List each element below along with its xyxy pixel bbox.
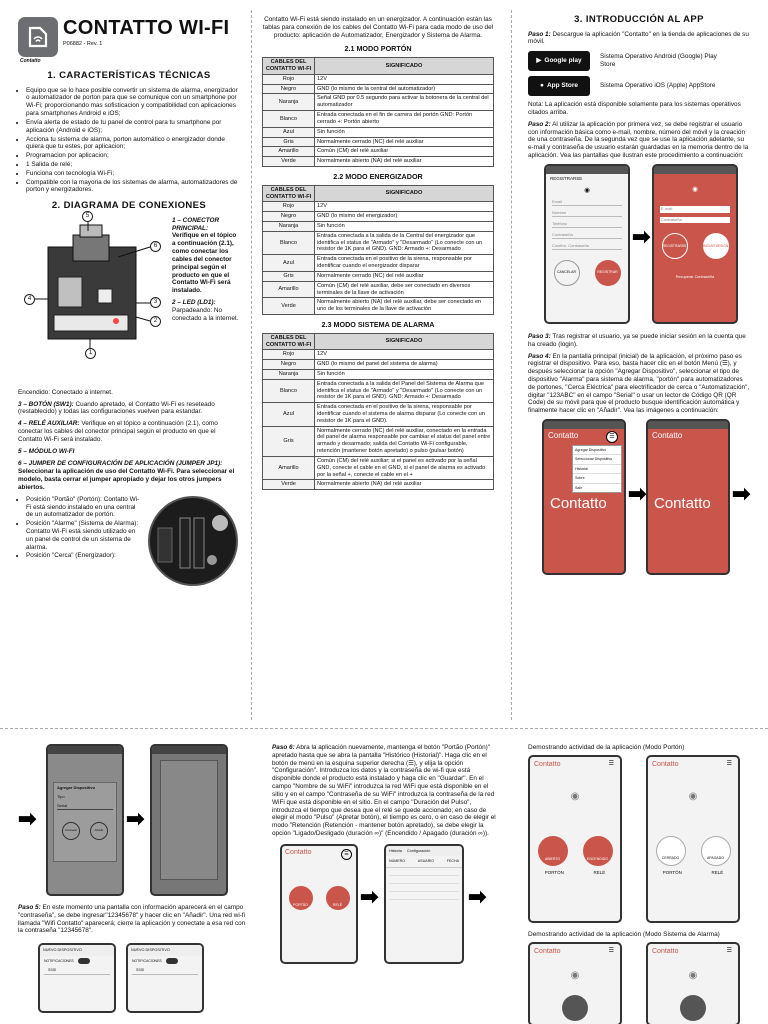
demo1-title: Demostrando actividad de la aplicación (Modo Portón) (528, 744, 685, 751)
column-divider (511, 10, 512, 720)
callout-2: 2 (150, 316, 161, 327)
table-row (263, 298, 494, 315)
col-fecha: FECHA (446, 859, 459, 864)
table-row (263, 360, 494, 370)
google-play-label: Google play (544, 57, 582, 65)
caption-rele: RELÉ (711, 869, 724, 875)
arrow-right-icon: ➡ (628, 481, 647, 507)
new-device-phone (38, 943, 116, 1013)
item2-body2: Encendido: Conectado a internet. (18, 388, 113, 396)
table-row (263, 480, 494, 490)
login-email-field[interactable]: E-mail (660, 206, 730, 213)
table-row (263, 127, 494, 137)
nota-text: Nota: La aplicación está disponible solamente para los sistemas operativos citados arriba. (528, 101, 741, 117)
table-row (263, 94, 494, 111)
name-field[interactable]: Nombre (552, 211, 622, 217)
col-numero: NÚMERO (389, 859, 405, 864)
meaning-cell: Normalmente abierto (NA) del relé auxiliar (315, 480, 494, 490)
google-play-badge[interactable] (528, 51, 590, 71)
phone-field[interactable]: Teléfono (552, 222, 622, 228)
cable-cell: Gris (263, 426, 315, 456)
tipo-label: Tipo (57, 793, 65, 799)
cancel-button[interactable]: CANCELAR (554, 260, 580, 286)
notifications-toggle[interactable] (166, 958, 178, 964)
arrow-right-icon: ➡ (632, 223, 651, 249)
relay-on-button[interactable] (583, 836, 613, 866)
contatto-logo-icon (18, 17, 58, 57)
new-device-title: NUEVO DISPOSITIVO (40, 945, 114, 956)
meaning-cell: Sin función (315, 369, 494, 379)
serial-field[interactable]: Serial (57, 804, 113, 810)
arrow-right-icon: ➡ (468, 883, 487, 909)
jumper-item: • Posición "Cerca" (Energizador): (26, 552, 140, 560)
notifications-toggle[interactable] (78, 958, 90, 964)
dialog-cancel-button[interactable]: Cancelar (62, 822, 80, 840)
features-list (18, 87, 240, 195)
play-icon: ▶ (536, 57, 542, 65)
paso6-label: Paso 6: (272, 744, 295, 751)
app-brand: Contatto (548, 431, 579, 441)
jumper-photo (148, 496, 238, 586)
item1-head: 1 – CONECTOR PRINCIPAL: (172, 216, 220, 232)
history-phone (384, 844, 464, 964)
cable-cell: Naranja (263, 369, 315, 379)
caption-porton: PORTÓN (662, 869, 682, 875)
cable-cell: Gris (263, 137, 315, 147)
th-significado: SIGNIFICADO (315, 333, 494, 350)
arrow-right-icon: ➡ (18, 806, 37, 831)
bottom-col-1 (18, 744, 250, 999)
table-row (263, 271, 494, 281)
android-store-row (528, 51, 750, 71)
column-2 (262, 0, 494, 490)
recover-password-link[interactable]: Recuperar Contraseña (675, 275, 715, 280)
rele-button[interactable] (326, 886, 350, 910)
demo2-title: Demostrando actividad de la aplicación (Modo Sistema de Alarma) (528, 930, 720, 938)
apple-icon: ● (540, 82, 544, 90)
menu-icon[interactable]: ☰ (606, 431, 618, 443)
cable-cell: Negro (263, 84, 315, 94)
dropdown-menu (572, 445, 622, 493)
cable-cell: Verde (263, 157, 315, 167)
th-cables: CABLES DEL CONTATTO WI-FI (263, 58, 315, 75)
contatto-mini-icon: ◉ (688, 970, 698, 982)
meaning-cell: Señal GND por 0.5 segundo para activar la botonera de la central del automatizador (315, 94, 494, 111)
contatto-mini-icon: ◉ (688, 791, 698, 803)
table-row (263, 137, 494, 147)
app-brand: Contatto (652, 760, 679, 768)
notifications-label: NOTIFICACIONES (132, 958, 162, 963)
table-row (263, 74, 494, 84)
ios-text: Sistema Operativo iOS (Apple) AppStore (600, 82, 716, 90)
paso4-text: En la pantalla principal (inicial) de la aplicación, el próximo paso es registrar el dispositivo. Para eso, basta hacer clic en el botón Menú (☰), y después seleccionar la opción "Agregar Dispositivo", seleccionar el tipo de dispositivo "Alarma" para sistema de alarma, "portón" para automatizadores de portones, "Cerca Eléctrica" para electrificador de cerca o "Automatización", digitar "123ABC" en el campo "Serial" o usar un lector de Código QR (QR Code) de su móvil para que el producto busque identificación automática y finalmente hacer clic en "Añadir". Vea las imágenes a continuación: (528, 352, 750, 415)
item6-head: 6 – JUMPER DE CONFIGURACIÓN DE APLICACIÓN (JUMPER JP1): (18, 459, 223, 467)
meaning-cell: Común (CM) del relé auxiliar (315, 147, 494, 157)
demo1-phone-open (528, 755, 622, 923)
callout-4: 4 (24, 294, 35, 305)
cable-cell: Azul (263, 127, 315, 137)
column-3 (528, 0, 750, 579)
paso5-text: En este momento una pantalla con información aparecerá en el campo "contraseña", se debe ingresar"12345678" y hacer clic en "Añadir". Una red wi-fi llamada "Wifi Contatto" aparecerá; cierre la aplicación y conectate a esa red con la contraseña "12345678". (18, 904, 246, 935)
cable-cell: Verde (263, 298, 315, 315)
cable-cell: Negro (263, 212, 315, 222)
item6-body: Seleccionar la aplicación de uso del Contatto Wi-Fi. Para seleccionar el modelo, basta cerrar el jumper apropiado y dejar los otros jumpers abiertos. (18, 468, 235, 491)
section-2-title: 2. DIAGRAMA DE CONEXIONES (51, 200, 207, 212)
feature-item: • Equipo que se lo hace posible convertir un sistema de alarma, energizador o automatizador de porton para que se comunique con un smartphone por Wi-Fi; proporcionando mas sofisticacion y compatibilidad con aplicaciones para smartphones Android e iOS; (26, 87, 240, 118)
new-device-screens (18, 939, 250, 999)
relay-state-label: ENCENDIDO (586, 857, 608, 862)
callout-6: 6 (150, 241, 161, 252)
meaning-cell: GND (lo mismo de la central del automatizador) (315, 84, 494, 94)
table1-title: 2.1 MODO PORTÓN (344, 44, 412, 54)
arrow-right-icon: ➡ (360, 883, 379, 909)
column-divider (251, 10, 252, 720)
paso2-text: Al utilizar la aplicación por primera vez, se debe registrar el usuario con información básica como e-mail, nombre, número del móvil y la creación de una contraseña. De la segunda vez que se use la aplicación adelante, su e-mail y contraseña de usuario estarán guardadas en la memoria dentro de la aplicación. Vea las pantallas que ilustran este procedimiento a continuación: (528, 120, 749, 160)
meaning-cell: Entrada conectada en el positivo de la sirena, responsable por identificar cuando el sistema de alarma disparar (Lo conecte con un resistor de 1K para el GND). (315, 403, 494, 426)
bottom-col-3 (528, 744, 750, 1022)
bottom-col-2 (272, 744, 496, 964)
gate-closed-button[interactable] (656, 836, 686, 866)
login-phone (652, 164, 738, 324)
alarm-button[interactable] (680, 995, 706, 1021)
register-screens (528, 164, 750, 328)
dialog-title: Agregar Dispositivo (57, 785, 96, 790)
arrow-right-icon: ➡ (126, 806, 145, 831)
table-row (263, 222, 494, 232)
register-button[interactable]: REGISTRAR (595, 260, 621, 286)
demo2-screens (528, 942, 750, 1022)
cable-cell: Blanco (263, 111, 315, 128)
page-divider (0, 728, 768, 729)
device-list-phone (150, 744, 228, 896)
cable-cell: Gris (263, 271, 315, 281)
item3-body: Cuando apretado, el Contatto Wi-Fi es reseteado (restablecido) y todas las configuraciones vuelven para estandar. (18, 400, 215, 416)
jumper-item: • Posición "Alarme" (Sistema de Alarma): Contatto Wi-Fi está siendo utilizado en un panel de control de un sistema de alarma. (26, 520, 140, 551)
th-cables: CABLES DEL CONTATTO WI-FI (263, 333, 315, 350)
demo1-screens (528, 755, 750, 925)
feature-item: • 1 Salida de relé; (26, 161, 240, 169)
table-modo-porton (262, 57, 494, 167)
paso1-text: Descargue la aplicación "Contatto" en la tienda de aplicaciones de su móvil. (528, 30, 749, 46)
android-text: Sistema Operativo Android (Google) Play Store (600, 53, 717, 69)
paso5-label: Paso 5: (18, 904, 41, 911)
paso4-label: Paso 4: (528, 352, 551, 360)
meaning-cell: Normalmente abierto (NA) del relé auxiliar (315, 157, 494, 167)
device-list (160, 760, 218, 880)
table-row (263, 456, 494, 479)
paso6-text: Abra la aplicación nuevamente, mantenga el botón "Portão (Portón)" apretado hasta que se abra la pantalla "Histórico (Historial)". Haga clic en el botón de menú en la esquina superior derecha (☰), y elija la opción "Configuración". Introduzca los datos y la contraseña de wi-fi que está disponible donde el producto está instalado y haga clic en "Guardar". En el campo "Nombre de su WiFi" introduzca la red WiFi que está disponible en el sitio y en el campo "Contraseña de su WiFi" introduzca la contraseña de la red WiFi que está disponible en el sitio. En el campo "Duración del Pulso", introduzca el tiempo que desea que el relé se quede accionado; en caso de elegir el modo "Pulso" (Apretar botón), el tiempo es cero, o en caso de elegir el modo "Retención (Retención - mantener botón apretado), se debe elegir la opción "Ligado/Desligado (duración ∞)" (Encendido / Apagado (duración ∞)). (272, 744, 496, 837)
col2-intro: Contatto Wi-Fi está siendo instalado en un energizador. A continuación están las tablas para conexión de los cables del Contatto Wi-Fi para cada modo de uso del producto: aplicación de Automatizador, Energizador y Sistema de Alarma. (262, 16, 494, 39)
page-title: CONTATTO WI-FI (63, 17, 230, 39)
table-row (263, 255, 494, 272)
table-modo-energizador (262, 185, 494, 315)
demo2-phone-1 (528, 942, 622, 1024)
add-dialog-phone (46, 744, 124, 896)
register-header: REGISTRARSE (550, 175, 583, 181)
section-3-title: 3. INTRODUCCIÓN AL APP (574, 14, 704, 25)
cable-cell: Rojo (263, 74, 315, 84)
cable-cell: Blanco (263, 379, 315, 402)
meaning-cell: 12V (315, 74, 494, 84)
cable-cell: Amarillo (263, 147, 315, 157)
item3-head: 3 – BOTÓN (SW1): (18, 400, 74, 408)
login-button[interactable]: INICIAR SESIÓN (703, 233, 729, 259)
caption-rele: RELÉ (593, 869, 606, 875)
app-brand: Contatto (652, 947, 679, 955)
menu-icon[interactable]: ☰ (608, 947, 614, 954)
relay-state-label: APAGADO (706, 856, 725, 861)
jumper-list (18, 496, 140, 561)
callout-1: 1 (85, 348, 96, 359)
arrow-right-icon: ➡ (732, 481, 751, 507)
callout-5: 5 (82, 211, 93, 222)
table-row (263, 212, 494, 222)
dialog-add-button[interactable]: Añadir (90, 822, 108, 840)
meaning-cell: Entrada conectada en el positivo de la sirena, responsable por identificar cuando el energizador disparar (315, 255, 494, 272)
th-significado: SIGNIFICADO (315, 185, 494, 202)
demo1-phone-closed (646, 755, 740, 923)
menu-item-about[interactable]: Sobre (573, 474, 621, 483)
app-brand: Contatto (652, 431, 683, 441)
meaning-cell: Sin función (315, 127, 494, 137)
meaning-cell: GND (lo mismo del panel del sistema de alarma) (315, 360, 494, 370)
diagram-legend (172, 217, 240, 327)
paso3-text: Tras registrar el usuario, ya se puede iniciar sesión en la cuenta que ha creado (login). (528, 332, 746, 348)
column-1 (18, 0, 240, 588)
new-device-phone-2 (126, 943, 204, 1013)
cable-cell: Negro (263, 360, 315, 370)
main-phone (646, 419, 730, 575)
meaning-cell: Normalmente cerrado (NC) del relé auxiliar (315, 271, 494, 281)
email-field[interactable]: Email (552, 200, 622, 206)
meaning-cell: Normalmente abierto (NA) del relé auxiliar, debe ser conectado en uno de los terminales de la llave de activación (315, 298, 494, 315)
meaning-cell: Común (CM) del relé auxiliar; si el panel es activado por la señal GND, conecte el cable en el GND, si el panel de alarma es activado por la señal +, conecte el cable en el + (315, 456, 494, 479)
item5-head: 5 – MÓDULO WI-FI (18, 447, 75, 455)
meaning-cell: Normalmente cerrado (NC) del relé auxiliar (315, 137, 494, 147)
signup-button[interactable]: REGISTRARSE (662, 233, 688, 259)
ssid-field[interactable]: SSID (132, 966, 198, 975)
confirm-password-field[interactable]: Confirm. Contraseña (552, 244, 622, 250)
app-brand: Contatto (534, 760, 561, 768)
ssid-field[interactable]: SSID (44, 966, 110, 975)
meaning-cell: Sin función (315, 222, 494, 232)
item2-head: 2 – LED (LD1): (172, 298, 216, 306)
connection-diagram (18, 212, 240, 389)
table-row (263, 202, 494, 212)
cable-cell: Amarillo (263, 456, 315, 479)
table-row (263, 403, 494, 426)
feature-item: • Compatible con la mayoria de los sistemas de alarma, automatizadores de porton y energizadores. (26, 179, 240, 195)
table-row (263, 147, 494, 157)
meaning-cell: Entrada conectada a la salida del Panel del Sistema de Alarma que identifica el status de "Armado" y "Desarmado" (Lo conecte con un resistor de 1K para el GND). GND: Armado +: Desarmado (315, 379, 494, 402)
gate-state-label: CERRADO (661, 856, 680, 861)
board-figure (18, 212, 166, 387)
cable-cell: Amarillo (263, 281, 315, 298)
table-row (263, 281, 494, 298)
table-row (263, 84, 494, 94)
menu-item-add-device[interactable]: Agregar Dispositivo (573, 446, 621, 455)
th-significado: SIGNIFICADO (315, 58, 494, 75)
add-device-screens (528, 419, 750, 579)
table2-title: 2.2 MODO ENERGIZADOR (333, 171, 423, 181)
new-device-title: NUEVO DISPOSITIVO (128, 945, 202, 956)
th-cables: CABLES DEL CONTATTO WI-FI (263, 185, 315, 202)
menu-item-select-device[interactable]: Seleccionar Dispositivo (573, 455, 621, 464)
password-field[interactable]: Contraseña (552, 233, 622, 239)
contatto-mini-icon: ◉ (570, 970, 580, 982)
table-row (263, 379, 494, 402)
app-brand: Contatto (285, 848, 312, 856)
cable-cell: Verde (263, 480, 315, 490)
col-usuario: USUARIO (417, 859, 435, 864)
portao-label: PORTÃO (293, 903, 308, 908)
gate-open-button[interactable] (538, 836, 568, 866)
brand-large: Contatto (654, 495, 711, 513)
doc-code: P06882 - Rev. 1 (63, 41, 103, 47)
contatto-mini-icon: ◉ (692, 185, 698, 193)
table-row (263, 426, 494, 456)
app-store-badge[interactable] (528, 76, 590, 96)
cable-cell: Naranja (263, 222, 315, 232)
portao-button[interactable] (289, 886, 313, 910)
paso2-label: Paso 2: (528, 120, 551, 128)
menu-item-history[interactable]: Historial (573, 465, 621, 474)
register-phone (544, 164, 630, 324)
app-store-label: App Store (546, 82, 578, 90)
history-screens (272, 844, 496, 964)
meaning-cell: Entrada conectada a la salida de la Central del energizador que identifica el status de "Armado" y "Desarmado" (Lo conecte con un resistor de 1K para el GND). GND: Armado +: Desarmado (315, 231, 494, 254)
menu-icon[interactable]: ☰ (726, 947, 732, 954)
jumper-item: • Posición "Portão" (Portón): Contatto Wi-Fi está siendo instalado en una central de un automatizador de portón. (26, 496, 140, 519)
brand-small: Contatto (20, 58, 41, 64)
app-brand: Contatto (534, 947, 561, 955)
table-row (263, 231, 494, 254)
item4-body: Verifique en el tópico a continuación (2.1), como conectar los cables del conector principal según el producto en que el Contatto Wi-Fi será instalado. (18, 420, 218, 443)
cable-cell: Rojo (263, 202, 315, 212)
relay-off-button[interactable] (701, 836, 731, 866)
cable-cell: Naranja (263, 94, 315, 111)
feature-item: • Funciona con tecnología Wi-Fi; (26, 170, 240, 178)
meaning-cell: 12V (315, 350, 494, 360)
cable-cell: Azul (263, 403, 315, 426)
menu-icon[interactable]: ☰ (726, 760, 732, 767)
paso3-label: Paso 3: (528, 332, 551, 340)
tab-historia[interactable]: Historia (389, 848, 402, 853)
contatto-mini-icon: ◉ (584, 187, 590, 195)
menu-item-exit[interactable]: Salir (575, 485, 583, 490)
menu-icon[interactable]: ☰ (341, 849, 352, 860)
tab-configuracion[interactable]: Configuración (406, 848, 431, 853)
login-password-field[interactable]: Contraseña (660, 217, 730, 224)
rele-label: RELÉ (332, 903, 343, 908)
table-row (263, 369, 494, 379)
table-row (263, 350, 494, 360)
meaning-cell: Normalmente cerrado (NC) del relé auxiliar, conectado en la entrada del panel de alarma responsable por cambiar el status del panel entre armado y desarmado; salida del Contatto Wi-Fi configurable, retención (mantener botón apretado) o pulso (pulsar botón) (315, 426, 494, 456)
alarm-button[interactable] (562, 995, 588, 1021)
brand-large: Contatto (550, 495, 607, 513)
cable-cell: Azul (263, 255, 315, 272)
feature-item: • Envía alerta de estado de tu panel de control para tu smartphone por aplicación (Android e iOS); (26, 119, 240, 135)
paso1-label: Paso 1: (528, 30, 551, 38)
meaning-cell: Entrada conectada en el fin de carrera del portón GND: Portón cerrado +: Portón abierto (315, 111, 494, 128)
cable-cell: Blanco (263, 231, 315, 254)
add-device-dialog (53, 782, 117, 862)
section-1-title: 1. CARACTERÍSTICAS TÉCNICAS (47, 70, 211, 82)
callout-3: 3 (150, 297, 161, 308)
meaning-cell: 12V (315, 202, 494, 212)
add-dialog-screens (18, 744, 250, 900)
home-phone (280, 844, 358, 964)
feature-item: • Programacion por aplicacion; (26, 152, 240, 160)
gate-state-label: ABIERTO (544, 857, 561, 862)
table-row (263, 111, 494, 128)
demo2-phone-2 (646, 942, 740, 1024)
contatto-mini-icon: ◉ (570, 791, 580, 803)
cable-cell: Rojo (263, 350, 315, 360)
notifications-label: NOTIFICACIONES (44, 958, 74, 963)
item1-body: Verifique en el tópico a continuación (2.1), como conectar los cables del conector principal según el producto en que el Contatto Wi-Fi será instalado. (172, 232, 237, 295)
table-row (263, 157, 494, 167)
table3-title: 2.3 MODO SISTEMA DE ALARMA (321, 319, 435, 329)
main-menu-phone (542, 419, 626, 575)
ios-store-row (528, 76, 750, 96)
feature-item: • Acciona tu sistema de alarma, porton automático o energizador donde quiera que tu estes, por aplicacion; (26, 136, 240, 152)
header (18, 17, 240, 57)
item2-body: Parpadeando: No conectado a la internet. (172, 306, 239, 322)
caption-porton: PORTÓN (544, 869, 564, 875)
meaning-cell: Común (CM) del relé auxiliar, debe ser conectado en diversos terminales de la llave de activación (315, 281, 494, 298)
table-modo-alarma (262, 333, 494, 490)
menu-icon[interactable]: ☰ (608, 760, 614, 767)
meaning-cell: GND (lo mismo del energizador) (315, 212, 494, 222)
item4-head: 4 – RELÉ AUXILIAR: (18, 420, 80, 428)
